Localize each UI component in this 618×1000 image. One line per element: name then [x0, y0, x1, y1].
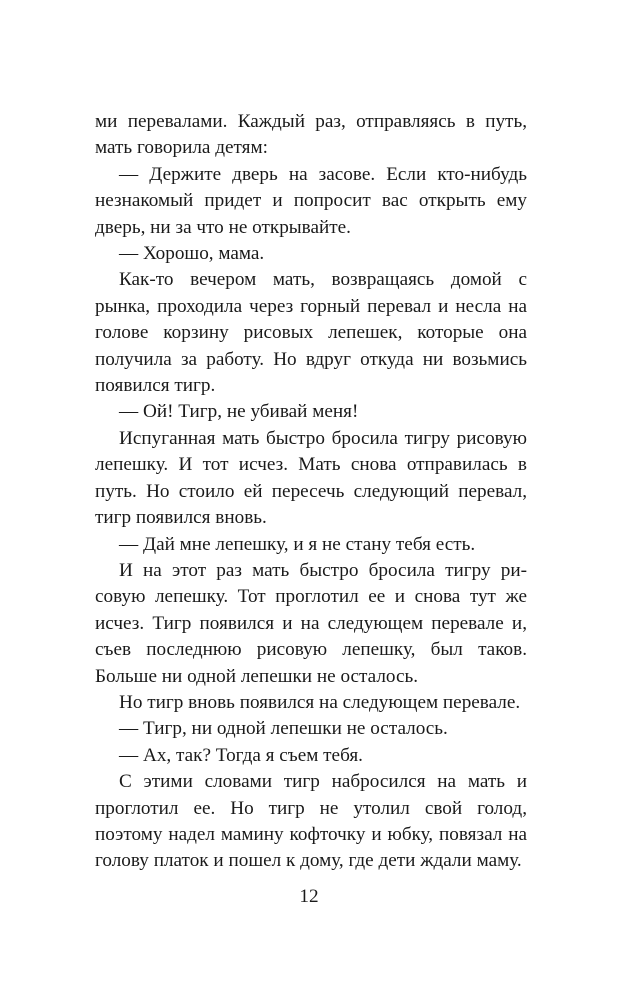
paragraph-dialogue-tiger-demand: — Дай мне лепешку, и я не стану тебя есть.: [119, 533, 476, 555]
paragraph-dialogue-mother-warning: — Держите дверь на засове. Если кто-нибудь незнакомый придет и попросит вас открыть ему дверь, ни за что не открывайте.: [95, 163, 527, 238]
page-text: [95, 109, 527, 875]
paragraph-mother-returning: Как-то вечером мать, возвращаясь домой с рынка, проходила через горный перевал и несла на голове корзину рисовых лепешек, которые она получила за работу. Но вдруг откуда ни возьмись появился тигр.: [95, 269, 527, 397]
paragraph-dialogue-no-cakes: — Тигр, ни одной лепешки не осталось.: [119, 718, 448, 740]
paragraph-dialogue-mother-plea: — Ой! Тигр, не убивай меня!: [119, 401, 359, 423]
page-number: 12: [299, 886, 319, 907]
paragraph-continuation: ми перевалами. Каждый раз, отправляясь в путь, мать говорила детям:: [95, 111, 527, 159]
paragraph-tiger-returns: Но тигр вновь появился на следующем перевале.: [119, 691, 521, 713]
paragraph-first-rice-cake: Испуганная мать быстро бросила тигру рисовую лепешку. И тот исчез. Мать снова отправилась в путь. Но стоило ей пересечь следующий перевал, тигр появился вновь.: [95, 427, 527, 529]
paragraph-tiger-disguise: С этими словами тигр набросился на мать и проглотил ее. Но тигр не утолил свой голод, поэтому надел мамину кофточку и юбку, повязал на голову платок и пошел к дому, где дети ждали маму.: [95, 771, 527, 872]
paragraph-dialogue-tiger-threat: — Ах, так? Тогда я съем тебя.: [119, 744, 363, 766]
paragraph-last-rice-cake: И на этот раз мать быстро бросила тигру рисовую лепешку. Тот проглотил ее и снова тут же исчез. Тигр появился и на следующем перевале и, съев последнюю рисовую лепешку, был таков. Больше ни одной лепешки не осталось.: [95, 559, 527, 687]
paragraph-dialogue-children-reply: — Хорошо, мама.: [119, 243, 265, 265]
